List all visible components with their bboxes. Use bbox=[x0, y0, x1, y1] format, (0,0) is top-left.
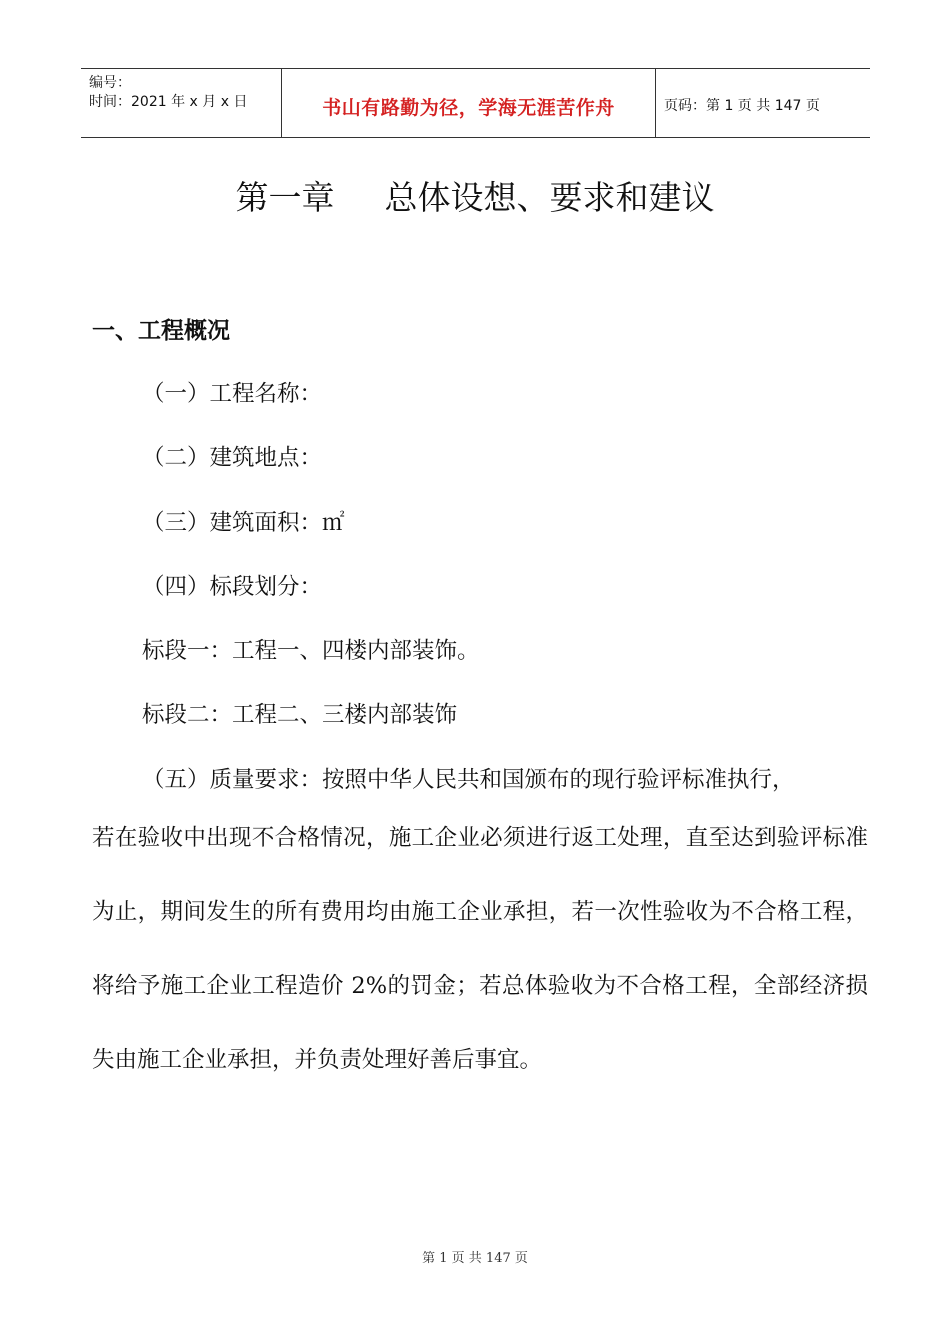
document-date-label: 时间：2021 年 x 月 x 日 bbox=[89, 94, 248, 110]
page-footer: 第 1 页 共 147 页 bbox=[422, 1251, 528, 1266]
quality-requirement-body: 若在验收中出现不合格情况，施工企业必须进行返工处理，直至达到验评标准为止，期间发生的所有费用均由施工企业承担，若一次性验收为不合格工程，将给予施工企业工程造价 2%的罚金；若总体验收为不合格工程，全部经济损失由施工企业承担，并负责处理好善后事宜。 bbox=[92, 825, 868, 1073]
header-page-cell bbox=[655, 69, 870, 137]
item-lot-two: 标段二：工程二、三楼内部装饰 bbox=[142, 702, 458, 728]
item-lot-division: （四）标段划分： bbox=[142, 574, 323, 600]
document-number-label: 编号： bbox=[89, 75, 131, 91]
item-project-name: （一）工程名称： bbox=[142, 381, 323, 407]
item-location: （二）建筑地点： bbox=[142, 445, 323, 471]
chapter-number: 第一章 bbox=[235, 178, 335, 217]
quality-requirement-first-line: （五）质量要求：按照中华人民共和国颁布的现行验评标准执行， bbox=[142, 767, 795, 793]
chapter-name: 总体设想、要求和建议 bbox=[384, 178, 715, 217]
header-meta-cell bbox=[81, 69, 280, 137]
item-area: （三）建筑面积：㎡ bbox=[142, 510, 345, 536]
item-lot-one: 标段一：工程一、四楼内部装饰。 bbox=[142, 638, 480, 664]
header-motto-cell bbox=[281, 69, 656, 137]
section-heading: 一、工程概况 bbox=[92, 318, 230, 344]
header-motto: 书山有路勤为径，学海无涯苦作舟 bbox=[322, 97, 615, 119]
document-header bbox=[81, 68, 870, 138]
chapter-title bbox=[0, 172, 950, 219]
header-page-info: 页码：第 1 页 共 147 页 bbox=[664, 98, 820, 114]
